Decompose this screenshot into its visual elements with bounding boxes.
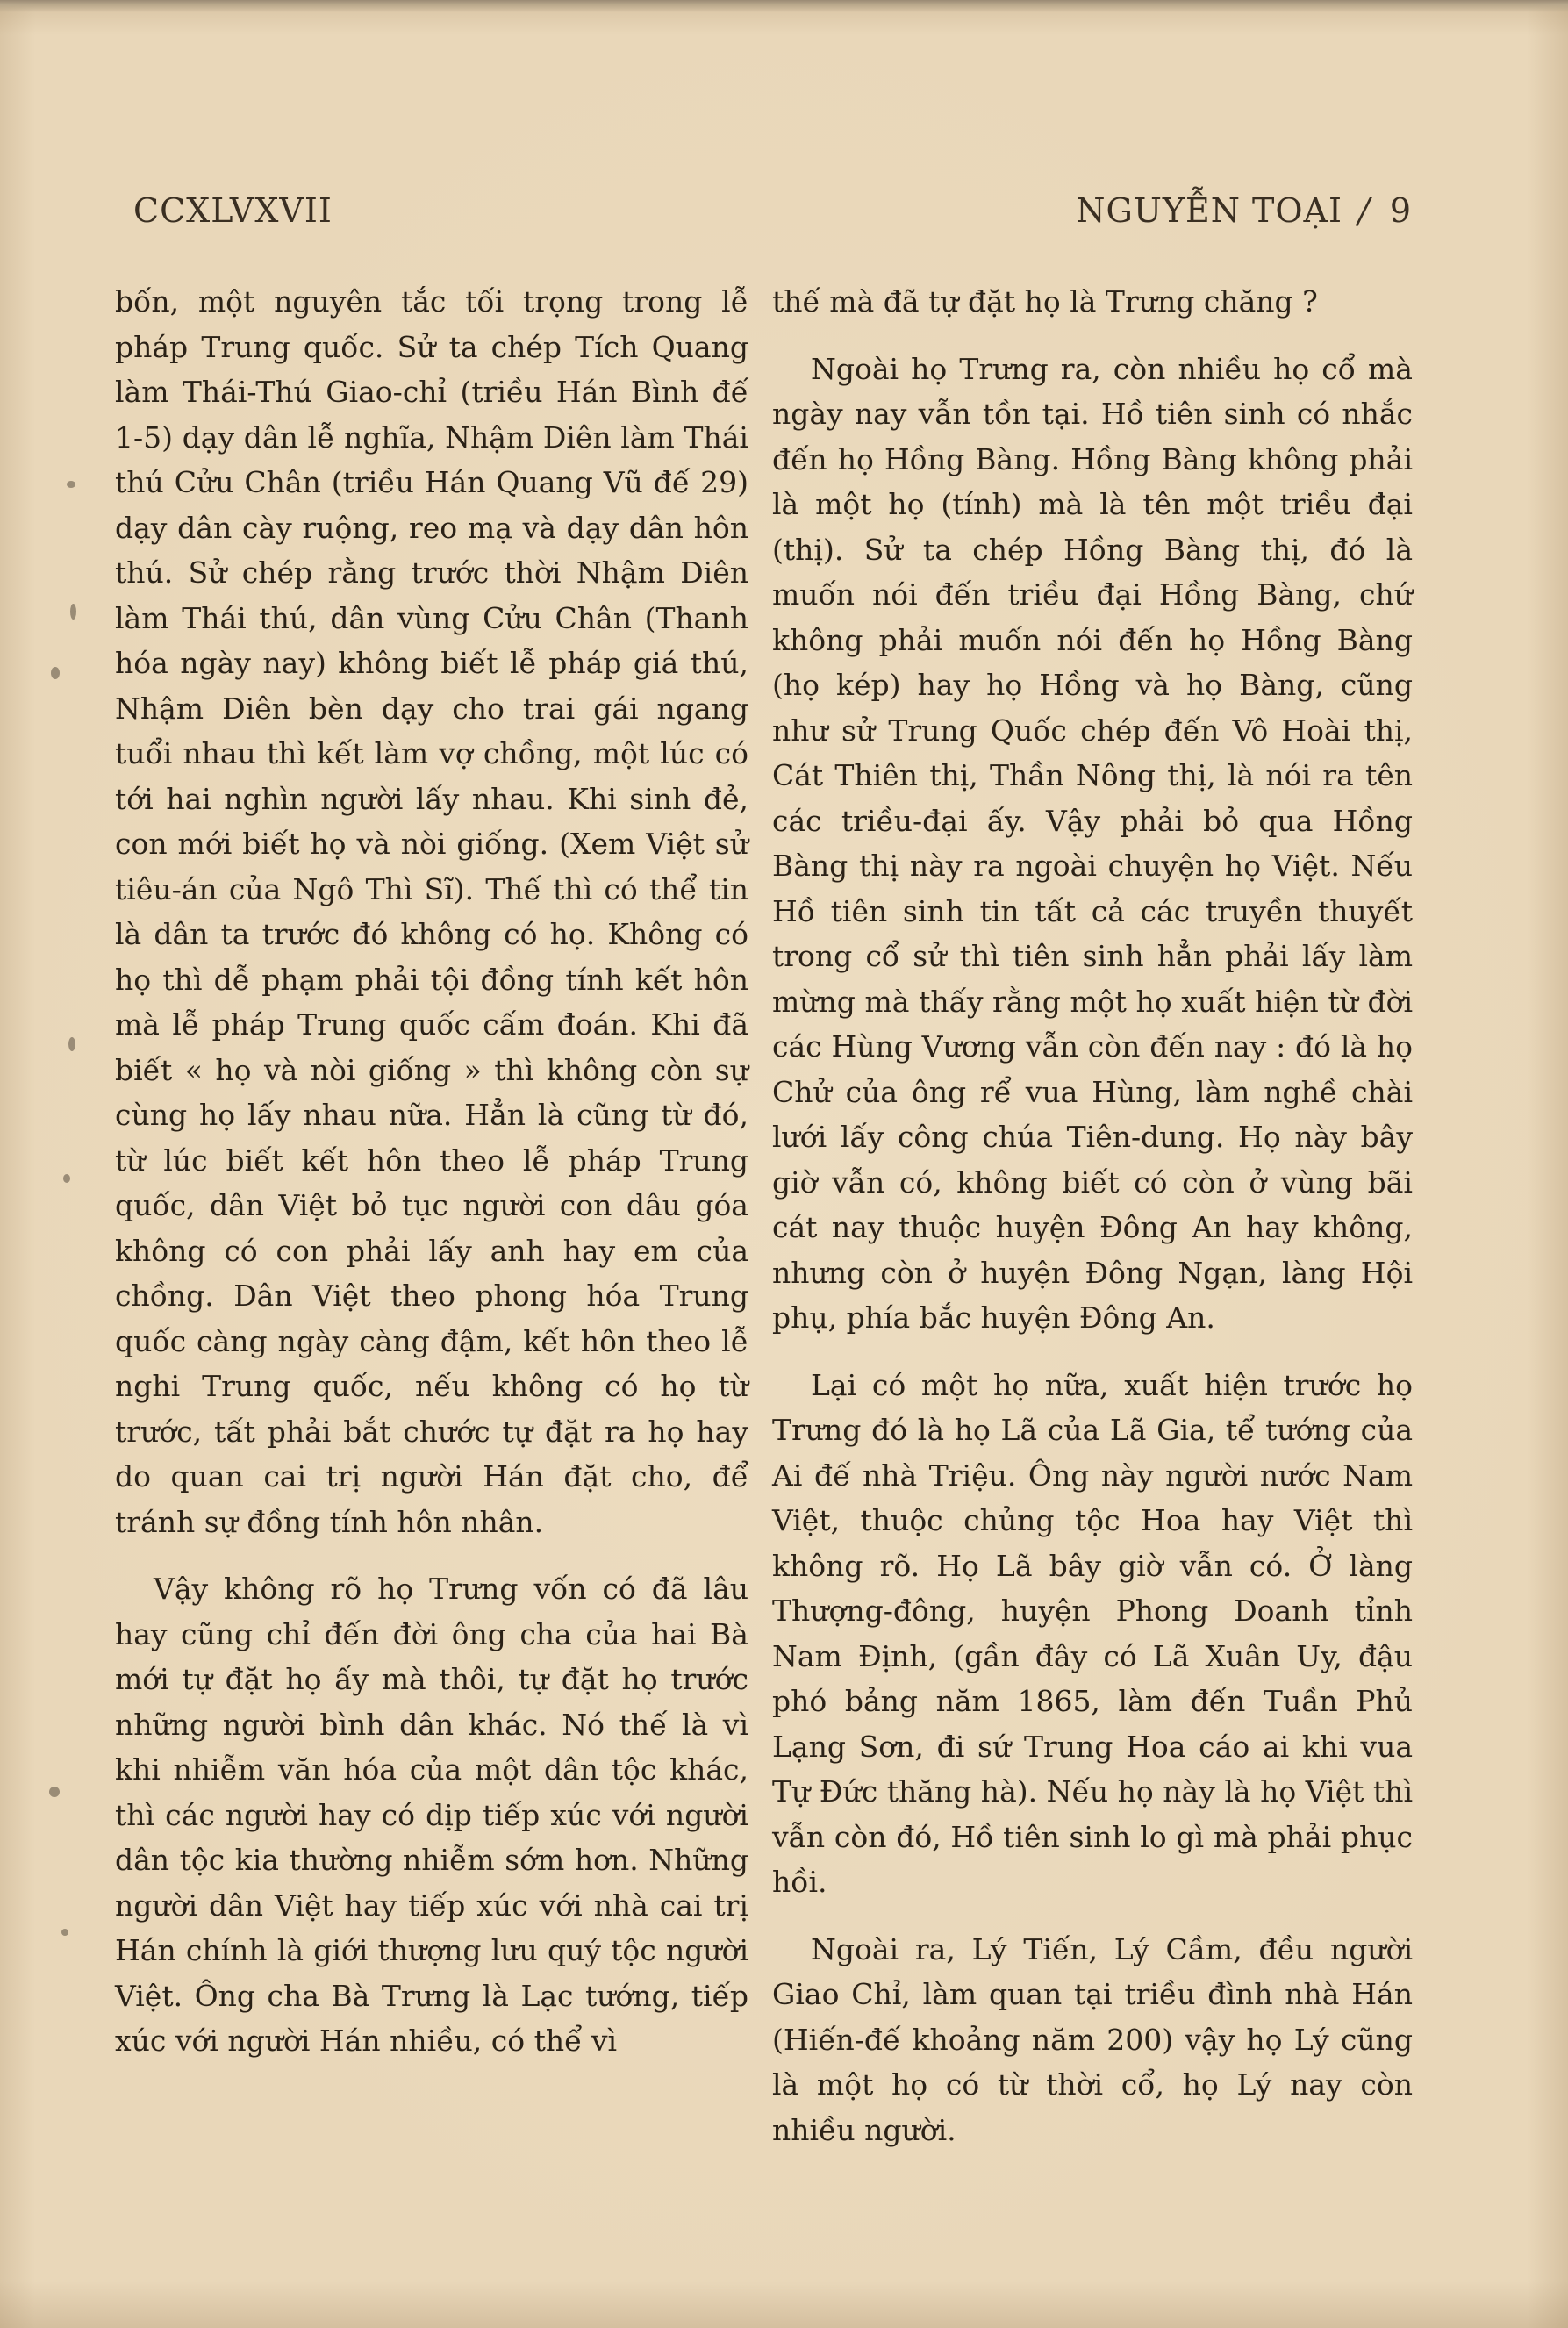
right-paragraph-3: Lại có một họ nữa, xuất hiện trước họ Trưng đó là họ Lã của Lã Gia, tể tướng của Ai đế nhà Triệu. Ông này người nước Nam Việt, thuộc chủng tộc Hoa hay Việt thì không rõ. Họ Lã bây giờ vẫn có. Ở làng Thượng-đông, huyện Phong Doanh tỉnh Nam Định, (gần đây có Lã Xuân Uy, đậu phó bảng năm 1865, làm đến Tuần Phủ Lạng Sơn, đi sứ Trung Hoa cáo ai khi vua Tự Đức thăng hà). Nếu họ này là họ Việt thì vẫn còn đó, Hồ tiên sinh lo gì mà phải phục hồi.	[772, 1367, 1413, 1899]
page-number: 9	[1389, 191, 1412, 230]
paper-blemish	[63, 1174, 70, 1183]
paper-blemish	[70, 604, 76, 620]
paper-blemish	[67, 481, 75, 488]
right-column	[772, 279, 1413, 2153]
header-right	[1076, 191, 1412, 230]
paper-blemish	[51, 667, 60, 679]
page-top-edge	[0, 0, 1568, 12]
right-paragraph-1: thế mà đã tự đặt họ là Trưng chăng ?	[772, 284, 1318, 319]
header-separator: /	[1358, 191, 1371, 230]
header-section-code: CCXLVXVII	[133, 191, 333, 230]
left-paragraph-2: Vậy không rõ họ Trưng vốn có đã lâu hay cũng chỉ đến đời ông cha của hai Bà mới tự đặt họ ấy mà thôi, tự đặt họ trước những người bình dân khác. Nó thế là vì khi nhiễm văn hóa của một dân tộc khác, thì các người hay có dịp tiếp xúc với người dân tộc kia thường nhiễm sớm hơn. Những người dân Việt hay tiếp xúc với nhà cai trị Hán chính là giới thượng lưu quý tộc người Việt. Ông cha Bà Trưng là Lạc tướng, tiếp xúc với người Hán nhiều, có thể vì	[115, 1572, 748, 2058]
right-paragraph-2: Ngoài họ Trưng ra, còn nhiều họ cổ mà ngày nay vẫn tồn tại. Hồ tiên sinh có nhắc đến họ Hồng Bàng. Hồng Bàng không phải là một họ (tính) mà là tên một triều đại (thị). Sử ta chép Hồng Bàng thị, đó là muốn nói đến triều đại Hồng Bàng, chứ không phải muốn nói đến họ Hồng Bàng (họ kép) hay họ Hồng và họ Bàng, cũng như sử Trung Quốc chép đến Vô Hoài thị, Cát Thiên thị, Thần Nông thị, là nói ra tên các triều-đại ấy. Vậy phải bỏ qua Hồng Bàng thị này ra ngoài chuyện họ Việt. Nếu Hồ tiên sinh tin tất cả các truyền thuyết trong cổ sử thì tiên sinh hẳn phải lấy làm mừng mà thấy rằng một họ xuất hiện từ đời các Hùng Vương vẫn còn đến nay : đó là họ Chử của ông rể vua Hùng, làm nghề chài lưới lấy công chúa Tiên-dung. Họ này bây giờ vẫn có, không biết có còn ở vùng bãi cát nay thuộc huyện Đông An hay không, nhưng còn ở huyện Đông Ngạn, làng Hội phụ, phía bắc huyện Đông An.	[772, 351, 1413, 1335]
header-author: NGUYỄN TOẠI	[1076, 191, 1342, 230]
running-header	[133, 191, 1412, 240]
paper-blemish	[61, 1929, 68, 1936]
right-paragraph-4: Ngoài ra, Lý Tiến, Lý Cầm, đều người Giao Chỉ, làm quan tại triều đình nhà Hán (Hiến-đế khoảng năm 200) vậy họ Lý cũng là một họ có từ thời cổ, họ Lý nay còn nhiều người.	[772, 1931, 1413, 2147]
left-column	[115, 279, 748, 2064]
paper-blemish	[68, 1037, 75, 1051]
left-paragraph-1: bốn, một nguyên tắc tối trọng trong lễ pháp Trung quốc. Sử ta chép Tích Quang làm Thái-Thú Giao-chỉ (triều Hán Bình đế 1-5) dạy dân lễ nghĩa, Nhậm Diên làm Thái thú Cửu Chân (triều Hán Quang Vũ đế 29) dạy dân cày ruộng, reo mạ và dạy dân hôn thú. Sử chép rằng trước thời Nhậm Diên làm Thái thú, dân vùng Cửu Chân (Thanh hóa ngày nay) không biết lễ pháp giá thú, Nhậm Diên bèn dạy cho trai gái ngang tuổi nhau thì kết làm vợ chồng, một lúc có tới hai nghìn người lấy nhau. Khi sinh đẻ, con mới biết họ và nòi giống. (Xem Việt sử tiêu-án của Ngô Thì Sĩ). Thế thì có thể tin là dân ta trước đó không có họ. Không có họ thì dễ phạm phải tội đồng tính kết hôn mà lễ pháp Trung quốc cấm đoán. Khi đã biết « họ và nòi giống » thì không còn sự cùng họ lấy nhau nữa. Hẳn là cũng từ đó, từ lúc biết kết hôn theo lễ pháp Trung quốc, dân Việt bỏ tục người con dâu góa không có con phải lấy anh hay em của chồng. Dân Việt theo phong hóa Trung quốc càng ngày càng đậm, kết hôn theo lễ nghi Trung quốc, nếu không có họ từ trước, tất phải bắt chước tự đặt ra họ hay do quan cai trị người Hán đặt cho, để tránh sự đồng tính hôn nhân.	[115, 284, 748, 1539]
paper-blemish	[49, 1787, 60, 1797]
